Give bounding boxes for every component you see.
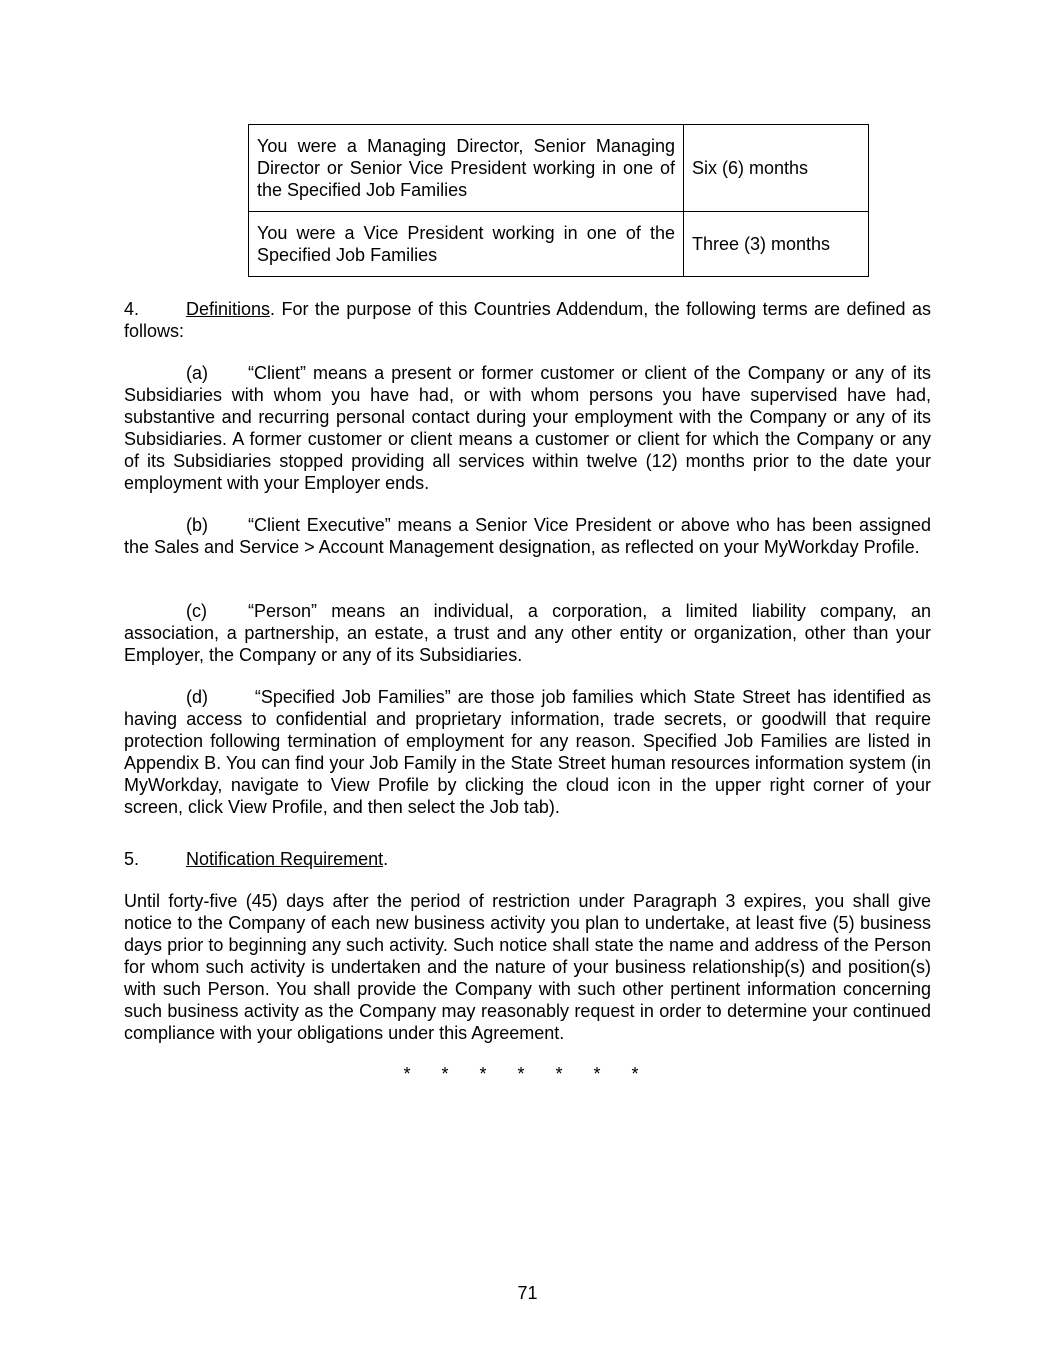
restriction-period-table — [248, 124, 869, 277]
page-number: 71 — [517, 1283, 538, 1303]
table-cell-description: You were a Vice President working in one of the Specified Job Families — [249, 212, 684, 277]
definition-label: (b) — [186, 515, 208, 535]
definition-text: “Client” means a present or former customer or client of the Company or any of its Subsidiaries with whom you have had, or with whom persons you have supervised have had, substantive and recurring personal contact during your employment with the Company or any of its Subsidiaries. A former customer or client means a customer or client for which the Company or any of its Subsidiaries stopped providing all services within twelve (12) months prior to the date your employment with your Employer ends. — [124, 363, 931, 493]
definition-paragraph-b — [124, 514, 931, 558]
section-number: 4. — [124, 299, 140, 319]
definition-text: “Person” means an individual, a corporation, a limited liability company, an association, a partnership, an estate, a trust and any other entity or organization, other than your Employer, the Company or any of its Subsidiaries. — [124, 601, 931, 665]
section-title: Definitions — [186, 299, 271, 319]
definition-label: (c) — [186, 601, 207, 621]
definition-label: (a) — [186, 363, 208, 383]
definition-paragraph-d — [124, 686, 931, 818]
definition-paragraph-c — [124, 600, 931, 666]
section-4-heading-paragraph — [124, 298, 931, 342]
section-title: Notification Requirement — [186, 849, 384, 869]
table-cell-duration: Three (3) months — [684, 212, 869, 277]
table-cell-duration: Six (6) months — [684, 125, 869, 212]
definition-label: (d) — [186, 687, 208, 707]
section-intro: . For the purpose of this Countries Addendum, the following terms are defined as follows: — [124, 299, 931, 341]
section-5-body: Until forty-five (45) days after the period of restriction under Paragraph 3 expires, you shall give notice to the Company of each new business activity you plan to undertake, at least five (5) business days prior to beginning any such activity. Such notice shall state the name and address of the Person for whom such activity is undertaken and the nature of your business relationship(s) and position(s) with such Person. You shall provide the Company with such other pertinent information concerning such business activity as the Company may reasonably request in order to determine your continued compliance with your obligations under this Agreement. — [124, 891, 931, 1043]
section-title-end: . — [383, 849, 389, 869]
section-5-heading — [124, 848, 931, 870]
section-number: 5. — [124, 849, 140, 869]
table-cell-description: You were a Managing Director, Senior Managing Director or Senior Vice President working in one of the Specified Job Families — [249, 125, 684, 212]
definition-text: “Specified Job Families” are those job families which State Street has identified as having access to confidential and proprietary information, trade secrets, or goodwill that require protection following termination of employment for any reason. Specified Job Families are listed in Appendix B. You can find your Job Family in the State Street human resources information system (in MyWorkday, navigate to View Profile by clicking the cloud icon in the upper right corner of your screen, click View Profile, and then select the Job tab). — [124, 687, 931, 817]
table-row — [249, 212, 869, 277]
section-separator: * * * * * * * — [403, 1064, 652, 1084]
definition-text: “Client Executive” means a Senior Vice President or above who has been assigned the Sales and Service > Account Management designation, as reflected on your MyWorkday Profile. — [124, 515, 931, 557]
table-row — [249, 125, 869, 212]
definition-paragraph-a — [124, 362, 931, 494]
